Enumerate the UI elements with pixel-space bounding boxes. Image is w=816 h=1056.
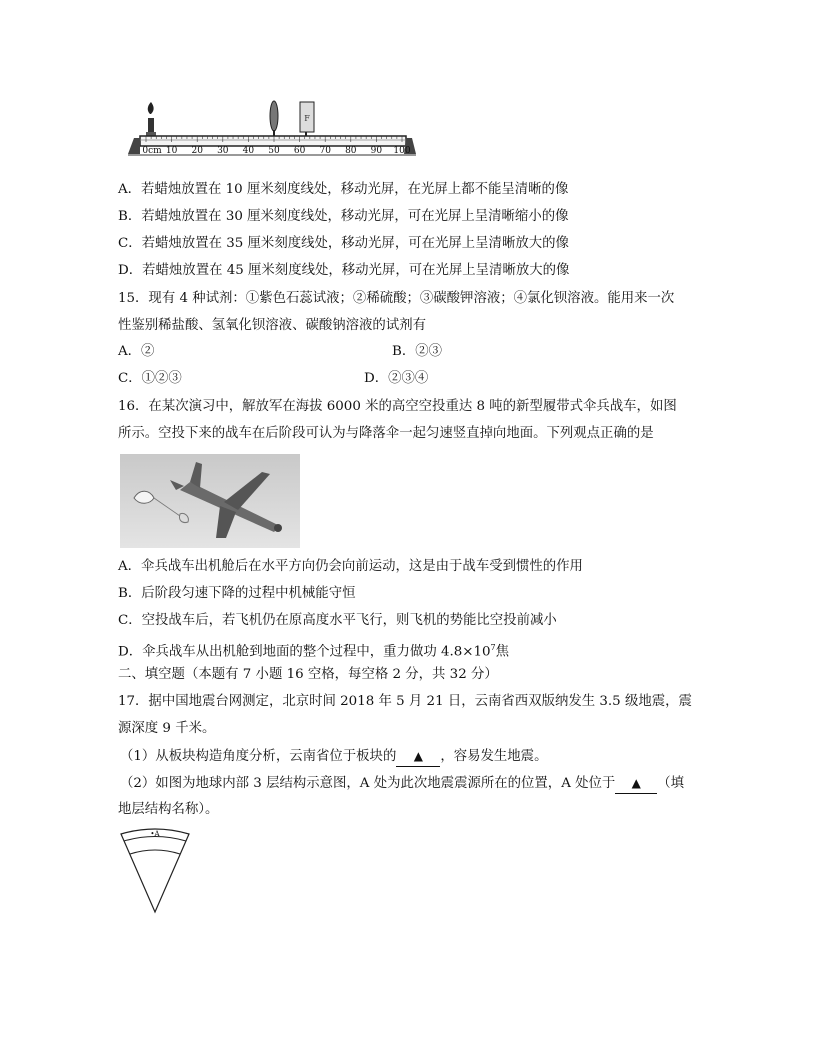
q16-option-b: B．后阶段匀速下降的过程中机械能守恒 [118, 586, 356, 601]
q16-option-c: C．空投战车后，若飞机仍在原高度水平飞行，则飞机的势能比空投前减小 [118, 613, 557, 628]
q17-stem-line2: 源深度 9 千米。 [118, 721, 216, 736]
answer-blank-1[interactable]: ▲ [396, 747, 440, 767]
candle-icon [146, 102, 156, 136]
q15-option-b: B．②③ [392, 344, 443, 359]
ruler-tick-label: 40 [242, 146, 255, 156]
q16-option-d: D．伞兵战车从出机舱到地面的整个过程中，重力做功 $4.8\times 10^7$焦 [118, 643, 510, 660]
ruler-tick-label: 90 [370, 146, 383, 156]
q14-option-a: A．若蜡烛放置在 10 厘米刻度线处，移动光屏，在光屏上都不能呈清晰的像 [118, 182, 569, 197]
point-a-label: •A [150, 830, 160, 838]
earth-structure-figure [118, 824, 192, 916]
q17-sub1: （1）从板块构造角度分析，云南省位于板块的 ▲ ，容易发生地震。 [120, 747, 547, 767]
airplane-photo [120, 454, 300, 548]
ruler-tick-label: 70 [319, 146, 331, 156]
svg-text:F: F [304, 114, 310, 123]
screen-icon [300, 102, 314, 136]
q15-option-a: A．② [118, 344, 155, 359]
q17-sub2: （2）如图为地球内部 3 层结构示意图，A 处为此次地震震源所在的位置，A 处位于 ▲ （填 [120, 774, 684, 794]
ruler-tick-label: 10 [165, 146, 178, 156]
q14-option-c: C．若蜡烛放置在 35 厘米刻度线处，移动光屏，可在光屏上呈清晰放大的像 [118, 236, 569, 251]
bench-left-leg [128, 138, 140, 154]
q17-sub2-line2: 地层结构名称）。 [118, 802, 219, 817]
ruler-tick-label: 20 [191, 146, 203, 156]
ruler-tick-label: 60 [293, 146, 306, 156]
ruler-tick-label: 0cm [142, 146, 162, 156]
earth-sector [121, 829, 189, 912]
answer-blank-2[interactable]: ▲ [615, 774, 657, 794]
q16-stem-line1: 16．在某次演习中，解放军在海拔 6000 米的高空空投重达 8 吨的新型履带式伞兵战车，如图 [118, 399, 677, 414]
q15-option-c: C．①②③ [118, 371, 182, 386]
section-2-heading: 二、填空题（本题有 7 小题 16 空格，每空格 2 分，共 32 分） [118, 667, 498, 682]
q15-option-d: D．②③④ [364, 371, 429, 386]
q15-stem-line1: 15．现有 4 种试剂：①紫色石蕊试液；②稀硫酸；③碳酸钾溶液；④氯化钡溶液。能用来一次 [118, 291, 675, 306]
lens-icon [270, 101, 278, 136]
ruler-tick-label: 30 [217, 146, 229, 156]
q14-option-b: B．若蜡烛放置在 30 厘米刻度线处，移动光屏，可在光屏上呈清晰缩小的像 [118, 209, 569, 224]
q15-options-row1 [118, 343, 154, 361]
q16-option-a: A．伞兵战车出机舱后在水平方向仍会向前运动，这是由于战车受到惯性的作用 [118, 559, 583, 574]
q17-stem-line1: 17．据中国地震台网测定，北京时间 2018 年 5 月 21 日，云南省西双版纳发生 3.5 级地震，震 [118, 694, 692, 709]
optical-bench-figure [126, 100, 416, 168]
ruler-tick-label: 100 [393, 146, 411, 156]
q15-stem-line2: 性鉴别稀盐酸、氢氧化钡溶液、碳酸钠溶液的试剂有 [118, 318, 426, 333]
q14-option-d: D．若蜡烛放置在 45 厘米刻度线处，移动光屏，可在光屏上呈清晰放大的像 [118, 263, 570, 278]
ruler-tick-label: 80 [345, 146, 357, 156]
q16-stem-line2: 所示。空投下来的战车在后阶段可认为与降落伞一起匀速竖直掉向地面。下列观点正确的是 [118, 426, 654, 441]
ruler-tick-label: 50 [268, 146, 280, 156]
